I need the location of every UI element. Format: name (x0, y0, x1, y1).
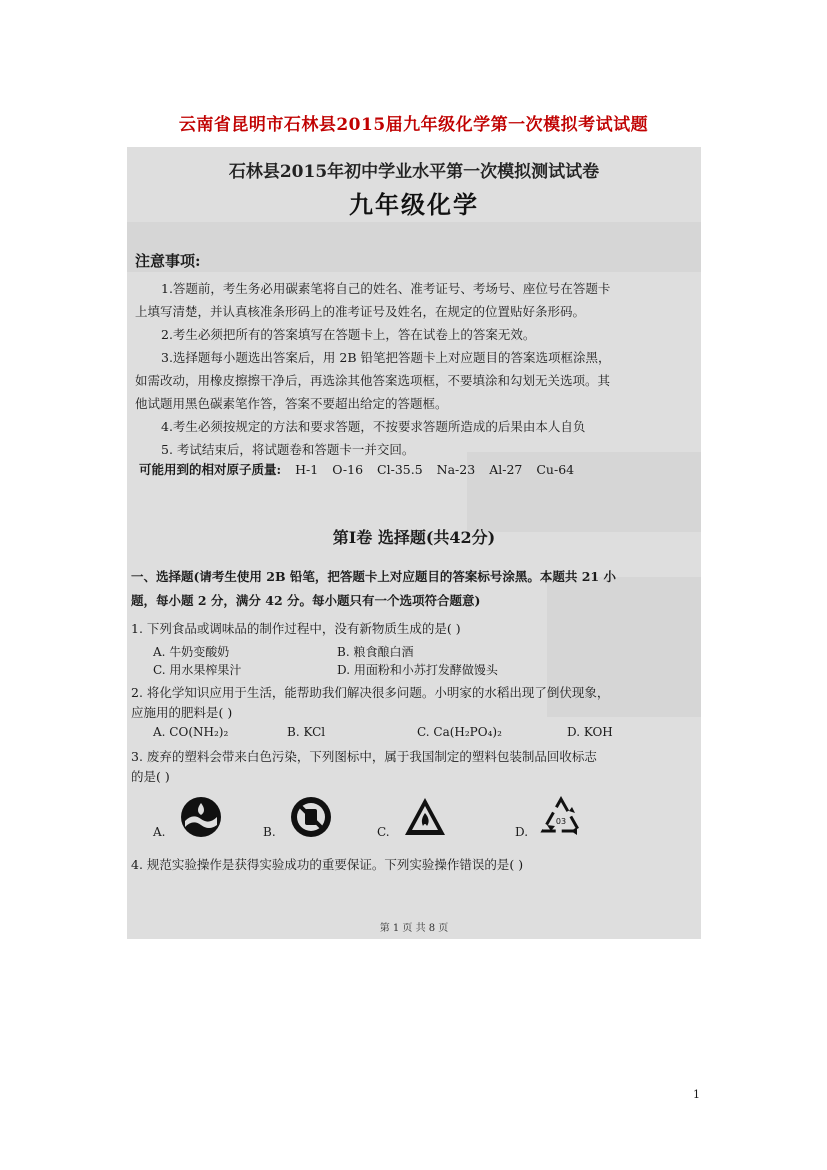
q2-stem-1: 2. 将化学知识应用于生活，能帮助我们解决很多问题。小明家的水稻出现了倒伏现象， (131, 685, 610, 700)
atomic-masses (139, 460, 574, 478)
q4-stem: 4. 规范实验操作是获得实验成功的重要保证。下列实验操作错误的是( ) (131, 857, 524, 872)
exam-header: 石林县2015年初中学业水平第一次模拟测试试卷 (228, 162, 600, 182)
notice-line-2: 上填写清楚，并认真核准条形码上的准考证号及姓名，在规定的位置贴好条形码。 (135, 304, 586, 319)
q2-option-b: B. KCl (287, 725, 326, 739)
q3-option-c-label: C. (377, 825, 390, 839)
notice-title: 注意事项: (135, 252, 201, 270)
bleed-through-table (127, 222, 701, 272)
page-number: 1 (693, 1088, 700, 1101)
atom-o: O-16 (332, 462, 364, 477)
q1-option-d: D. 用面粉和小苏打发酵做馒头 (337, 663, 498, 677)
notice-line-4: 3.选择题每小题选出答案后，用 2B 铅笔把答题卡上对应题目的答案选项框涂黑， (161, 350, 611, 365)
water-saving-icon (179, 795, 223, 839)
flammable-warning-icon (403, 795, 447, 839)
exam-subject: 九年级化学 (349, 190, 479, 219)
notice-line-5: 如需改动，用橡皮擦擦干净后，再选涂其他答案选项框，不要填涂和勾划无关选项。其 (135, 373, 611, 388)
notice-line-6: 他试题用黑色碳素笔作答，答案不要超出给定的答题框。 (135, 396, 448, 411)
notice-line-3: 2.考生必须把所有的答案填写在答题卡上，答在试卷上的答案无效。 (161, 327, 536, 342)
q2-option-d: D. KOH (567, 725, 613, 739)
section-intro-1: 一、选择题(请考生使用 2B 铅笔，把答题卡上对应题目的答案标号涂黑。本题共 21 小 (131, 569, 616, 584)
q2-stem-2: 应施用的肥料是( ) (131, 705, 233, 720)
atom-na: Na-23 (436, 462, 476, 477)
part1-title: 第Ⅰ卷 选择题(共42分) (332, 528, 496, 547)
q3-option-b-label: B. (263, 825, 276, 839)
atom-cu: Cu-64 (536, 462, 575, 477)
q3-stem-2: 的是( ) (131, 769, 170, 784)
q3-option-a-label: A. (153, 825, 166, 839)
q3-stem-1: 3. 废弃的塑料会带来白色污染，下列图标中，属于我国制定的塑料包装制品回收标志 (131, 749, 597, 764)
exam-page-footer: 第 1 页 共 8 页 (379, 923, 449, 934)
notice-line-8: 5. 考试结束后，将试题卷和答题卡一并交回。 (161, 442, 415, 457)
q2-option-a: A. CO(NH₂)₂ (153, 725, 229, 739)
atomic-masses-label: 可能用到的相对原子质量: (139, 462, 282, 477)
atom-cl: Cl-35.5 (377, 462, 423, 477)
document-title: 云南省昆明市石林县2015届九年级化学第一次模拟考试试题 (178, 115, 649, 135)
section-intro-2: 题，每小题 2 分，满分 42 分。每小题只有一个选项符合题意) (131, 593, 481, 608)
q1-stem: 1. 下列食品或调味品的制作过程中，没有新物质生成的是( ) (131, 621, 461, 636)
q1-option-b: B. 粮食酿白酒 (337, 645, 414, 659)
q1-option-a: A. 牛奶变酸奶 (153, 645, 230, 659)
q2-option-c: C. Ca(H₂PO₄)₂ (417, 725, 502, 739)
atom-al: Al-27 (489, 462, 523, 477)
no-littering-icon (289, 795, 333, 839)
recycle-code: 03 (555, 817, 567, 826)
notice-line-1: 1.答题前，考生务必用碳素笔将自己的姓名、准考证号、考场号、座位号在答题卡 (161, 281, 611, 296)
q3-option-d-label: D. (515, 825, 529, 839)
atom-h: H-1 (295, 462, 319, 477)
notice-line-7: 4.考生必须按规定的方法和要求答题，不按要求答题所造成的后果由本人自负 (161, 419, 586, 434)
q1-option-c: C. 用水果榨果汁 (153, 663, 242, 677)
plastic-recycling-icon (539, 795, 583, 839)
scanned-exam-page (127, 147, 701, 939)
